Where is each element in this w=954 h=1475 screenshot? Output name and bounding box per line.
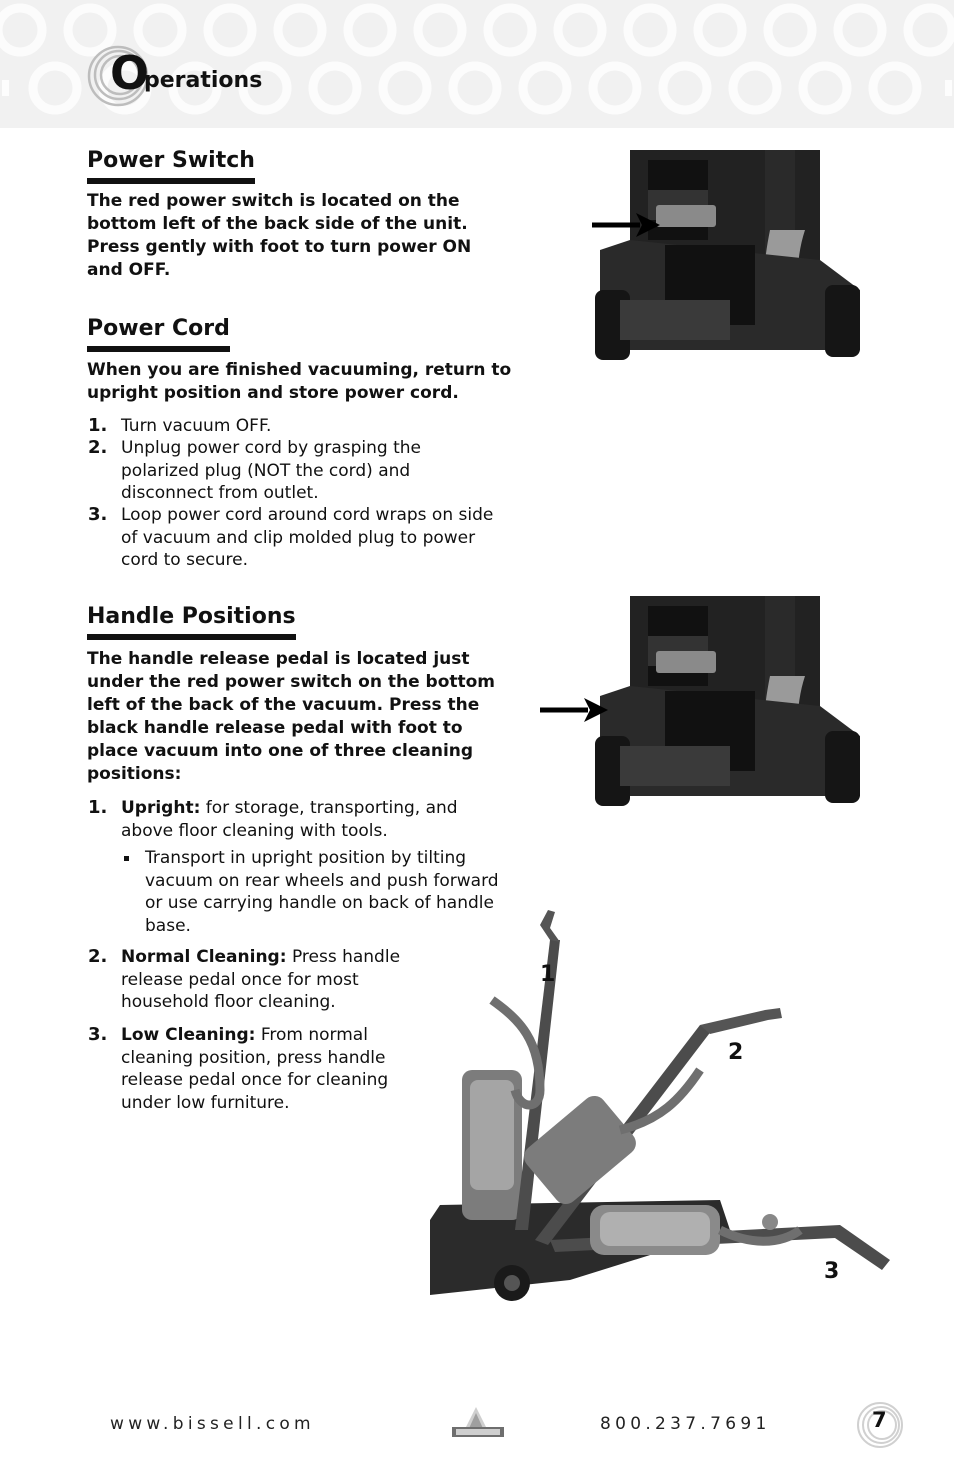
list-item	[88, 946, 418, 1016]
title-text: perations	[144, 68, 263, 93]
footer-phone: 800.237.7691	[600, 1414, 771, 1434]
power-switch-heading: Power Switch	[87, 149, 255, 184]
step-text: for storage, transporting, and above floor cleaning with tools.	[121, 798, 458, 841]
vacuum-base-photo-handle-pedal	[590, 596, 865, 808]
power-switch-lead: The red power switch is located on the bottom left of the back side of the unit. Press gently with foot to turn power ON and OFF.	[87, 191, 472, 280]
step-label: Low Cleaning:	[121, 1025, 256, 1045]
step-label: Upright:	[121, 798, 201, 818]
footer-website: www.bissell.com	[110, 1414, 315, 1434]
step-number: 3.	[88, 504, 108, 525]
list-item	[88, 415, 508, 439]
handle-positions-lead: The handle release pedal is located just under the red power switch on the bottom left of the back of the vacuum. Press the black handle release pedal with foot to place vacuum into one of three cleaning positions:	[87, 649, 496, 784]
step-number: 3.	[88, 1024, 108, 1045]
step-number: 2.	[88, 946, 108, 967]
list-item	[88, 437, 508, 507]
title-initial: O	[110, 46, 150, 100]
arrow-icon	[540, 697, 610, 723]
step-label: Normal Cleaning:	[121, 947, 287, 967]
bullet-icon	[124, 856, 129, 861]
list-item	[88, 1024, 418, 1116]
bissell-logo	[446, 1405, 510, 1441]
step-number: 2.	[88, 437, 108, 458]
step-text: Loop power cord around cord wraps on side of vacuum and clip molded plug to power cord to secure.	[121, 505, 494, 570]
step-text: Press handle release pedal once for most household floor cleaning.	[121, 947, 401, 1012]
position-callout-3: 3	[824, 1259, 840, 1284]
step-number: 1.	[88, 415, 108, 436]
handle-positions-heading: Handle Positions	[87, 605, 296, 640]
position-callout-1: 1	[540, 962, 556, 987]
step-text: From normal cleaning position, press handle release pedal once for cleaning under low furniture.	[121, 1025, 389, 1113]
vacuum-three-positions-photo	[420, 900, 900, 1310]
page-number: 7	[872, 1408, 887, 1432]
list-item	[88, 504, 508, 574]
power-cord-heading: Power Cord	[87, 317, 230, 352]
position-callout-2: 2	[728, 1040, 744, 1065]
step-text: Turn vacuum OFF.	[121, 416, 272, 436]
list-item	[88, 797, 508, 847]
power-cord-lead: When you are finished vacuuming, return to upright position and store power cord.	[87, 360, 512, 403]
step-number: 1.	[88, 797, 108, 818]
vacuum-base-photo-power-switch	[590, 150, 865, 362]
step-text: Unplug power cord by grasping the polarized plug (NOT the cord) and disconnect from outlet.	[121, 438, 421, 503]
bullet-text: Transport in upright position by tilting vacuum on rear wheels and push forward or use carrying handle on back of handle base.	[145, 848, 499, 936]
arrow-icon	[592, 212, 662, 238]
